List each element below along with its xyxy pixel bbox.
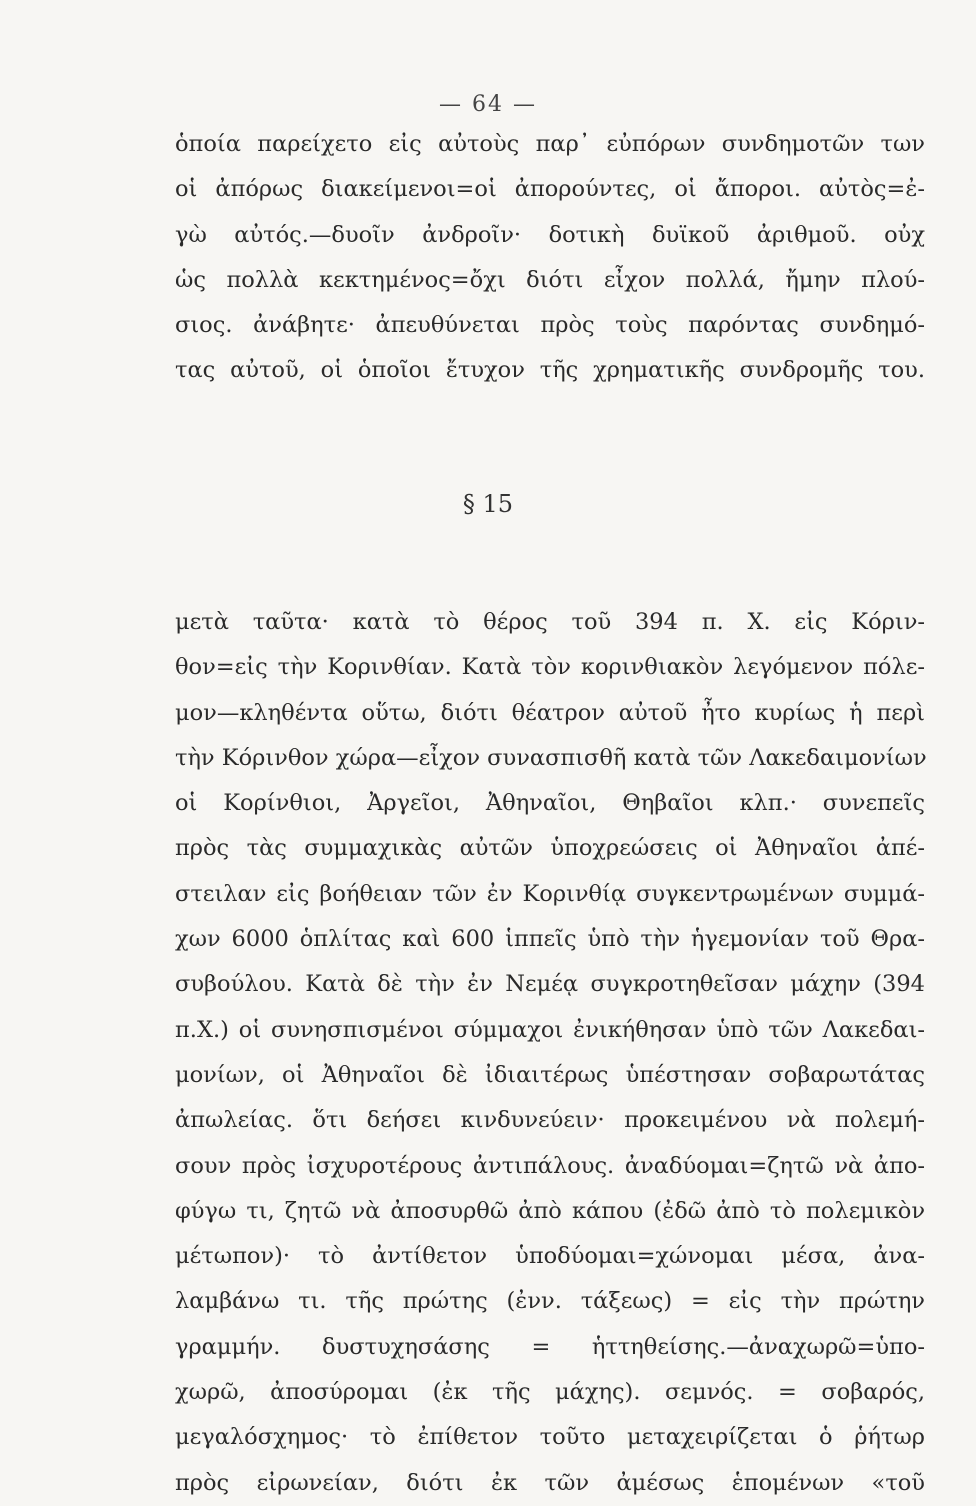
- text-line: τὴν Κόρινθον χώρα—εἶχον συνασπισθῆ κατὰ τῶν Λακεδαιμονίων: [175, 744, 927, 771]
- text-line: σιος. ἀνάβητε· ἀπευθύνεται πρὸς τοὺς παρόντας συνδημό-: [175, 312, 925, 339]
- text-line: πρὸς εἰρωνείαν, διότι ἐκ τῶν ἀμέσως ἑπομένων «τοῦ: [175, 1469, 925, 1496]
- text-line: φύγω τι, ζητῶ νὰ ἀποσυρθῶ ἀπὸ κάπου (ἐδῶ ἀπὸ τὸ πολεμικὸν: [175, 1197, 925, 1224]
- text-line: πρὸς τὰς συμμαχικὰς αὐτῶν ὑποχρεώσεις οἱ Ἀθηναῖοι ἀπέ-: [175, 835, 925, 862]
- section-heading: § 15: [462, 490, 514, 518]
- text-line: μέτωπον)· τὸ ἀντίθετον ὑποδύομαι=χώνομαι μέσα, ἀνα-: [175, 1243, 925, 1270]
- paragraph-commentary-2: [175, 600, 925, 1506]
- text-line: οἱ ἀπόρως διακείμενοι=οἱ ἀπορούντες, οἱ ἄποροι. αὐτὸς=ἐ-: [175, 176, 925, 203]
- text-line: μεγαλόσχημος· τὸ ἐπίθετον τοῦτο μεταχειρίζεται ὁ ῥήτωρ: [175, 1424, 925, 1451]
- text-line: χωρῶ, ἀποσύρομαι (ἐκ τῆς μάχης). σεμνός. = σοβαρός,: [175, 1379, 925, 1406]
- text-line: ὡς πολλὰ κεκτημένος=ὄχι διότι εἶχον πολλά, ἤμην πλού-: [175, 266, 925, 293]
- text-line: θον=εἰς τὴν Κορινθίαν. Κατὰ τὸν κορινθιακὸν λεγόμενον πόλε-: [175, 654, 925, 681]
- text-line: μονίων, οἱ Ἀθηναῖοι δὲ ἰδιαιτέρως ὑπέστησαν σοβαρωτάτας: [175, 1061, 925, 1088]
- text-line: συβούλου. Κατὰ δὲ τὴν ἐν Νεμέᾳ συγκροτηθεῖσαν μάχην (394: [175, 971, 925, 998]
- text-line: μον—κληθέντα οὕτω, διότι θέατρον αὐτοῦ ἦτο κυρίως ἡ περὶ: [175, 699, 925, 726]
- text-line: χων 6000 ὁπλίτας καὶ 600 ἱππεῖς ὑπὸ τὴν ἡγεμονίαν τοῦ Θρα-: [175, 926, 925, 953]
- text-line: γραμμήν. δυστυχησάσης = ἡττηθείσης.—ἀναχωρῶ=ὑπο-: [175, 1333, 925, 1360]
- text-line: γὼ αὐτός.—δυοῖν ἀνδροῖν· δοτικὴ δυϊκοῦ ἀριθμοῦ. οὐχ: [175, 221, 925, 248]
- text-line: ἀπωλείας. ὅτι δεήσει κινδυνεύειν· προκειμένου νὰ πολεμή-: [175, 1107, 925, 1134]
- text-line: λαμβάνω τι. τῆς πρώτης (ἐνν. τάξεως) = εἰς τὴν πρώτην: [175, 1288, 925, 1315]
- text-line: τας αὐτοῦ, οἱ ὁποῖοι ἔτυχον τῆς χρηματικῆς συνδρομῆς του.: [175, 357, 925, 384]
- text-line: οἱ Κορίνθιοι, Ἀργεῖοι, Ἀθηναῖοι, Θηβαῖοι κλπ.· συνεπεῖς: [175, 790, 925, 817]
- text-line: σουν πρὸς ἰσχυροτέρους ἀντιπάλους. ἀναδύομαι=ζητῶ νὰ ἀπο-: [175, 1152, 925, 1179]
- page-number: — 64 —: [439, 92, 537, 117]
- text-line: μετὰ ταῦτα· κατὰ τὸ θέρος τοῦ 394 π. Χ. εἰς Κόριν-: [175, 609, 925, 635]
- text-line: ὁποία παρείχετο εἰς αὐτοὺς παρ᾽ εὐπόρων συνδημοτῶν των: [175, 131, 925, 157]
- paragraph-commentary-1: [175, 122, 925, 394]
- text-line: στειλαν εἰς βοήθειαν τῶν ἐν Κορινθίᾳ συγκεντρωμένων συμμά-: [175, 880, 925, 907]
- text-line: π.Χ.) οἱ συνησπισμένοι σύμμαχοι ἐνικήθησαν ὑπὸ τῶν Λακεδαι-: [175, 1016, 925, 1043]
